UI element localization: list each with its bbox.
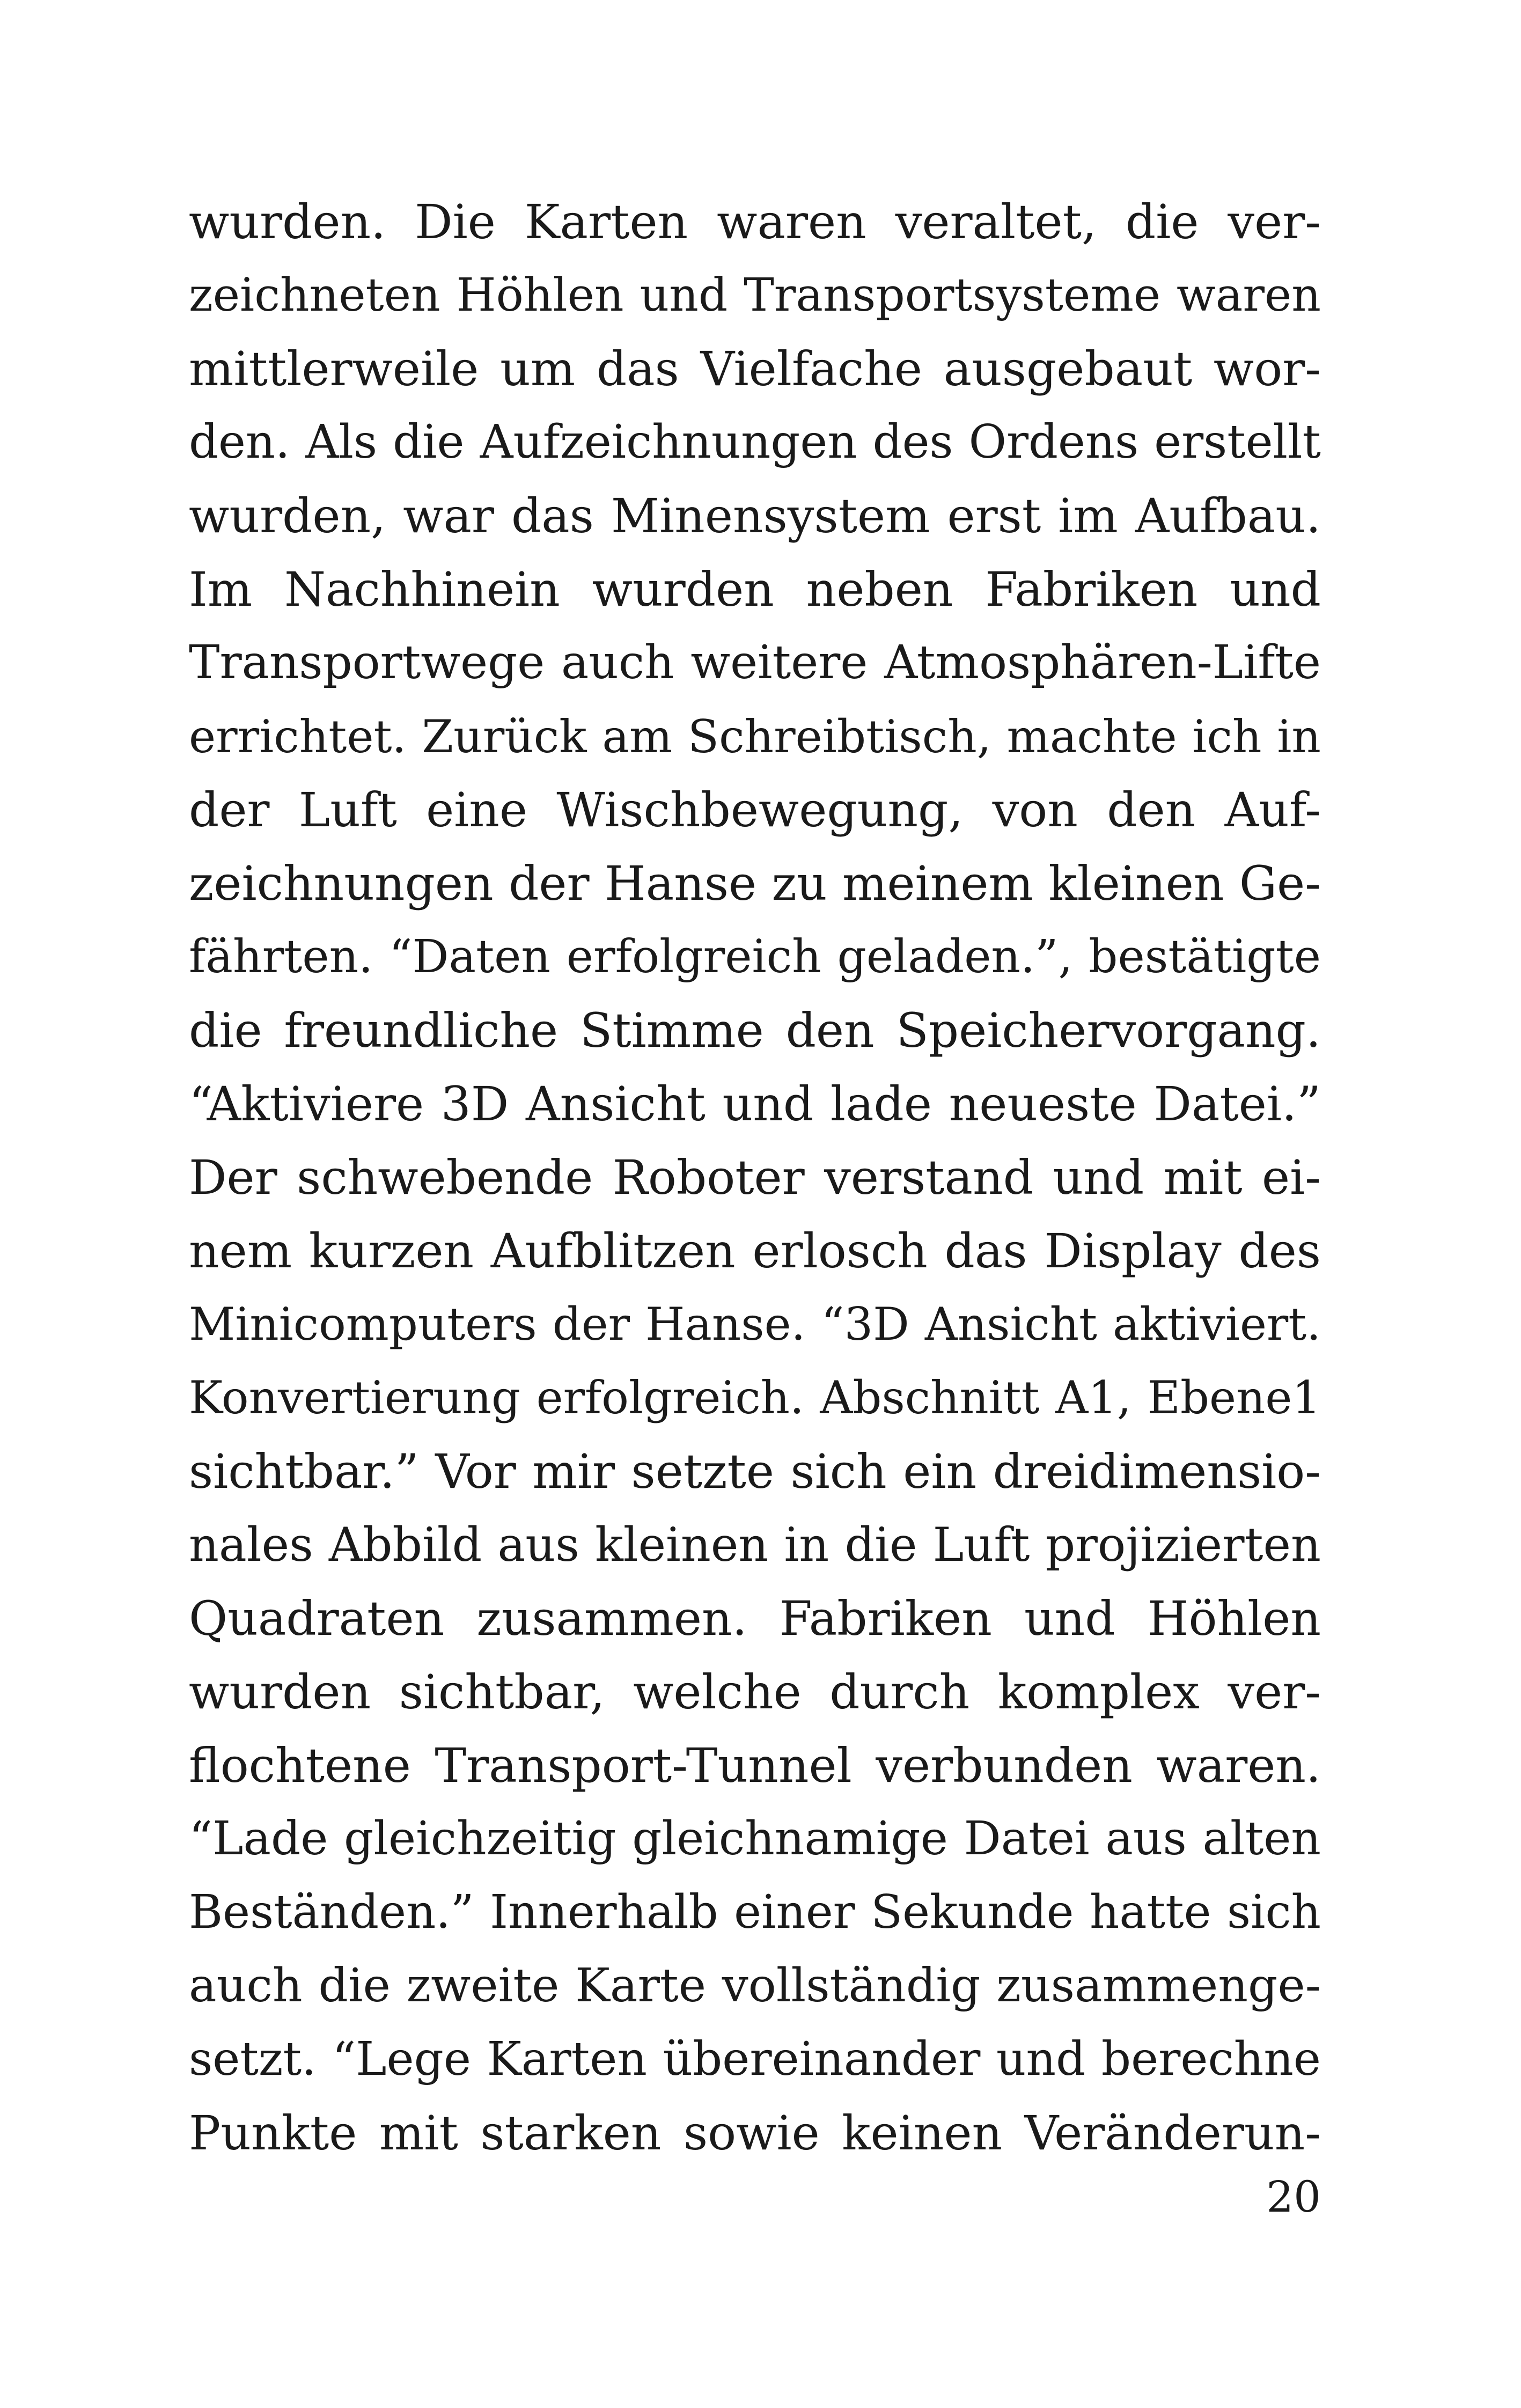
text-line: Beständen.” Innerhalb einer Sekunde hatte sich [189,1885,1321,1939]
text-line: Konvertierung erfolgreich. Abschnitt A1, Ebene1 [189,1371,1321,1424]
text-line: Quadraten zusammen. Fabriken und Höhlen [189,1591,1321,1646]
text-line: “Lade gleichzeitig gleichnamige Datei aus alten [189,1812,1321,1866]
text-line: setzt. “Lege Karten übereinander und berechne [189,2032,1321,2086]
text-line: wurden sichtbar, welche durch komplex ver- [189,1664,1321,1720]
text-line: “Aktiviere 3D Ansicht und lade neueste Datei.” [189,1076,1321,1132]
text-line: Der schwebende Roboter verstand und mit ei- [189,1150,1321,1205]
text-line: die freundliche Stimme den Speichervorgang. [189,1003,1321,1058]
body-text [189,185,1321,2170]
text-line: flochtene Transport-Tunnel verbunden waren. [189,1738,1321,1793]
text-line: nales Abbild aus kleinen in die Luft projizierten [189,1517,1321,1572]
text-line: fährten. “Daten erfolgreich geladen.”, bestätigte [189,930,1321,983]
text-line: sichtbar.” Vor mir setzte sich ein dreidimensio- [189,1444,1321,1499]
text-line: zeichneten Höhlen und Transportsysteme waren [189,269,1321,322]
text-line: Minicomputers der Hanse. “3D Ansicht aktiviert. [189,1298,1321,1350]
text-line: zeichnungen der Hanse zu meinem kleinen Ge- [189,856,1321,911]
text-line: nem kurzen Aufblitzen erlosch das Display des [189,1223,1321,1279]
page-number: 20 [1266,2172,1321,2222]
text-line: errichtet. Zurück am Schreibtisch, machte ich in [189,710,1321,763]
text-line: der Luft eine Wischbewegung, von den Auf- [189,782,1321,838]
text-line: Im Nachhinein wurden neben Fabriken und [189,562,1321,617]
text-line: wurden, war das Minensystem erst im Aufbau. [189,488,1321,544]
text-line: Transportwege auch weitere Atmosphären-Lifte [189,636,1321,689]
text-line: Punkte mit starken sowie keinen Veränderun- [189,2105,1321,2161]
text-line: den. Als die Aufzeichnungen des Ordens erstellt [189,415,1321,469]
text-line: wurden. Die Karten waren veraltet, die ver- [189,194,1321,249]
text-line: mittlerweile um das Vielfache ausgebaut wor- [189,341,1321,397]
text-line: auch die zweite Karte vollständig zusammenge- [189,1959,1321,2013]
